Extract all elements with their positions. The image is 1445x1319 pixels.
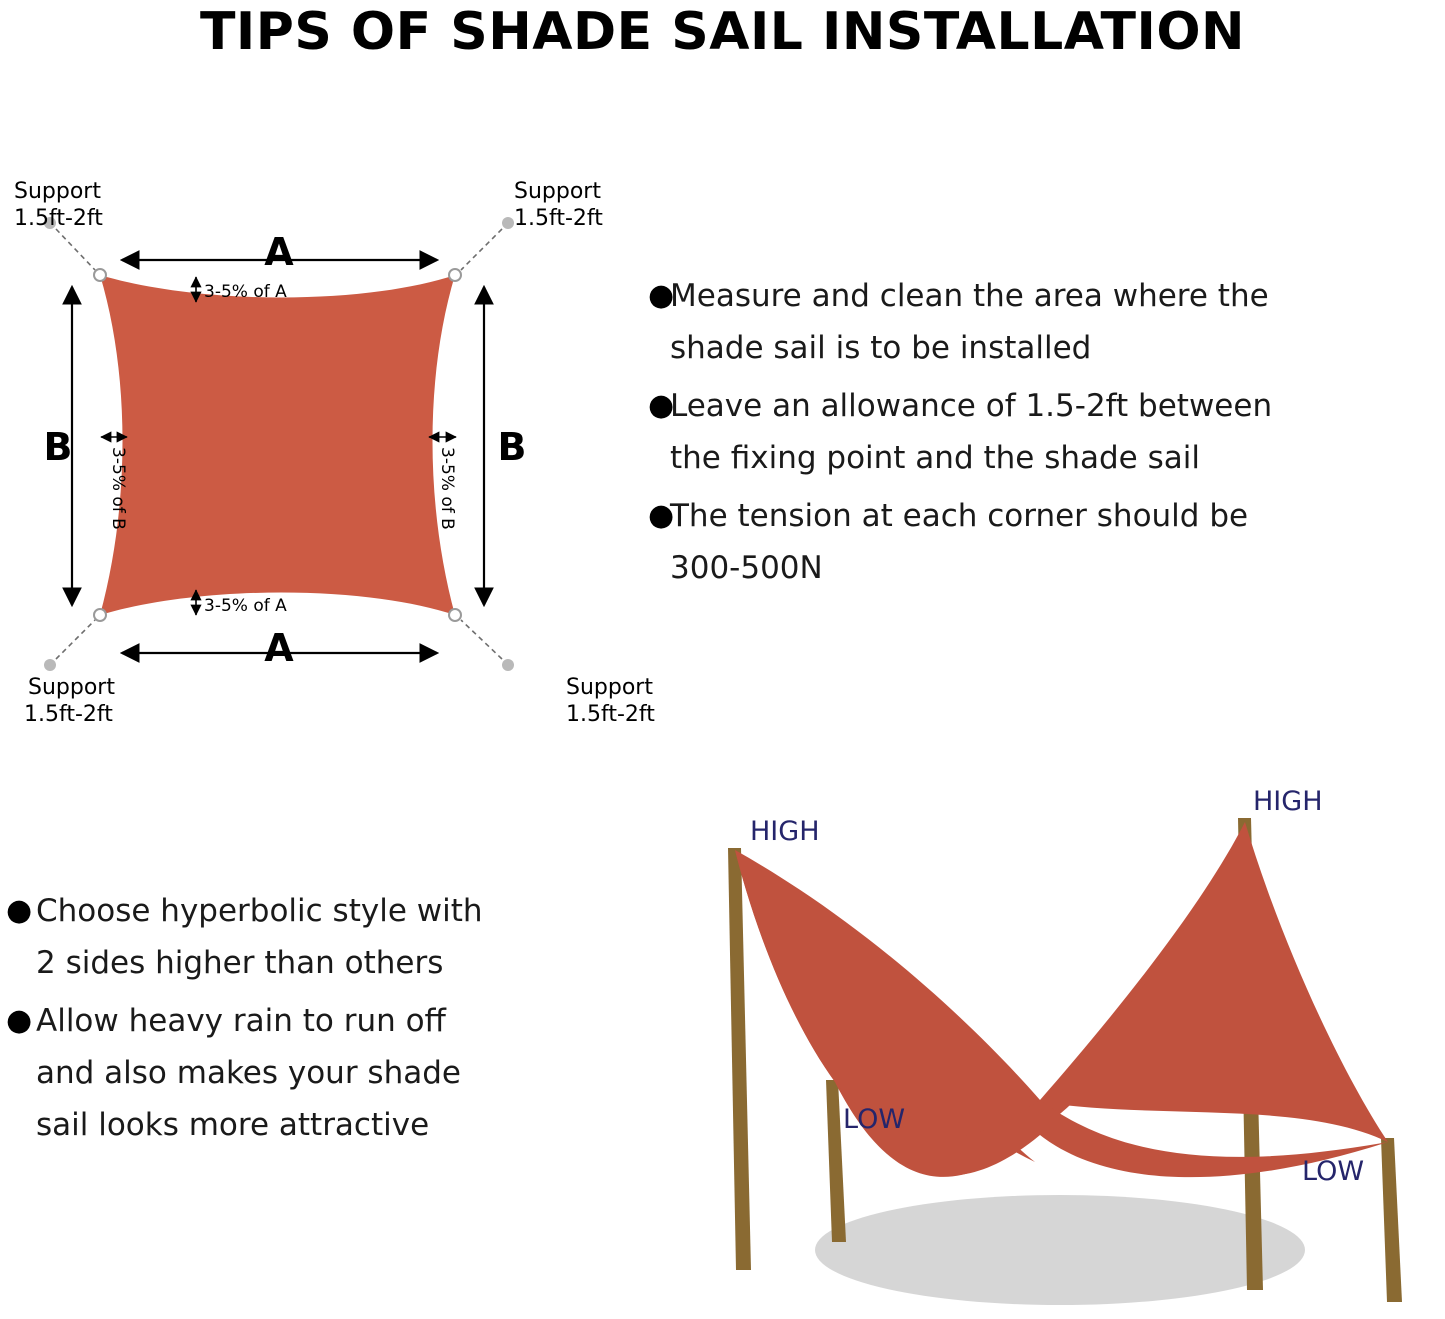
- support-label-bottom-left-line1: Support: [28, 675, 115, 700]
- label-low-left: LOW: [843, 1104, 906, 1135]
- curve-depth-label-right: 3-5% of B: [437, 447, 457, 530]
- rectangular-sail-diagram: [0, 165, 660, 725]
- curve-depth-label-bottom: 3-5% of A: [204, 596, 287, 616]
- eyelet-bottom-left: [94, 609, 106, 621]
- post-low-right: [1381, 1138, 1402, 1302]
- bullet-icon: ●: [648, 388, 675, 423]
- label-low-right: LOW: [1302, 1156, 1365, 1187]
- tip-line: and also makes your shade: [36, 1055, 461, 1091]
- hyperbolic-sail-diagram: [640, 770, 1445, 1319]
- support-line-bottom-left: [56, 620, 95, 659]
- bullet-icon: ●: [6, 893, 33, 928]
- sail-lobe-right: [1040, 822, 1388, 1142]
- support-label-top-left-line1: Support: [14, 179, 101, 204]
- bullet-icon: ●: [648, 498, 675, 533]
- tip-line: 300-500N: [670, 550, 823, 586]
- tip-line: 2 sides higher than others: [36, 945, 444, 981]
- dimension-label-top-A: A: [264, 230, 294, 274]
- support-dot-top-right: [502, 217, 514, 229]
- bullet-icon: ●: [6, 1003, 33, 1038]
- support-label-bottom-right-line1: Support: [566, 675, 653, 700]
- support-line-bottom-right: [461, 620, 502, 659]
- list-item: [648, 380, 1445, 484]
- page-title: TIPS OF SHADE SAIL INSTALLATION: [199, 2, 1246, 62]
- tip-line: Choose hyperbolic style with: [36, 893, 483, 929]
- bullet-icon: ●: [648, 278, 675, 313]
- list-item: [0, 995, 640, 1151]
- list-item: [0, 885, 640, 989]
- support-label-bottom-left-line2: 1.5ft-2ft: [24, 702, 113, 725]
- support-label-top-left-line2: 1.5ft-2ft: [14, 206, 103, 231]
- dimension-label-right-B: B: [497, 425, 527, 469]
- support-dot-bottom-right: [502, 659, 514, 671]
- eyelet-bottom-right: [449, 609, 461, 621]
- dimension-label-bottom-A: A: [264, 626, 294, 670]
- tip-line: Allow heavy rain to run off: [36, 1003, 446, 1039]
- tip-line: Measure and clean the area where the: [670, 278, 1269, 314]
- tips-list-bottom: [0, 885, 640, 1157]
- sail-shape: [100, 275, 455, 615]
- tip-line: Leave an allowance of 1.5-2ft between: [670, 388, 1273, 424]
- support-label-bottom-right-line2: 1.5ft-2ft: [566, 702, 655, 725]
- eyelet-top-left: [94, 269, 106, 281]
- tip-line: The tension at each corner should be: [670, 498, 1249, 534]
- list-item: [648, 270, 1445, 374]
- list-item: [648, 490, 1445, 594]
- support-label-top-right-line1: Support: [514, 179, 601, 204]
- post-high-left: [728, 848, 751, 1270]
- label-high-right: HIGH: [1253, 786, 1323, 817]
- eyelet-top-right: [449, 269, 461, 281]
- tip-line: the fixing point and the shade sail: [670, 440, 1200, 476]
- label-high-left: HIGH: [750, 816, 820, 847]
- support-line-top-left: [56, 229, 95, 270]
- tips-list-top: [648, 270, 1445, 600]
- curve-depth-label-top: 3-5% of A: [204, 282, 287, 302]
- dimension-label-left-B: B: [43, 425, 73, 469]
- support-line-top-right: [461, 229, 502, 270]
- tip-line: shade sail is to be installed: [670, 330, 1092, 366]
- support-label-top-right-line2: 1.5ft-2ft: [514, 206, 603, 231]
- tip-line: sail looks more attractive: [36, 1107, 430, 1143]
- support-dot-bottom-left: [44, 659, 56, 671]
- ground-shadow: [815, 1195, 1305, 1305]
- curve-depth-label-left: 3-5% of B: [108, 447, 128, 530]
